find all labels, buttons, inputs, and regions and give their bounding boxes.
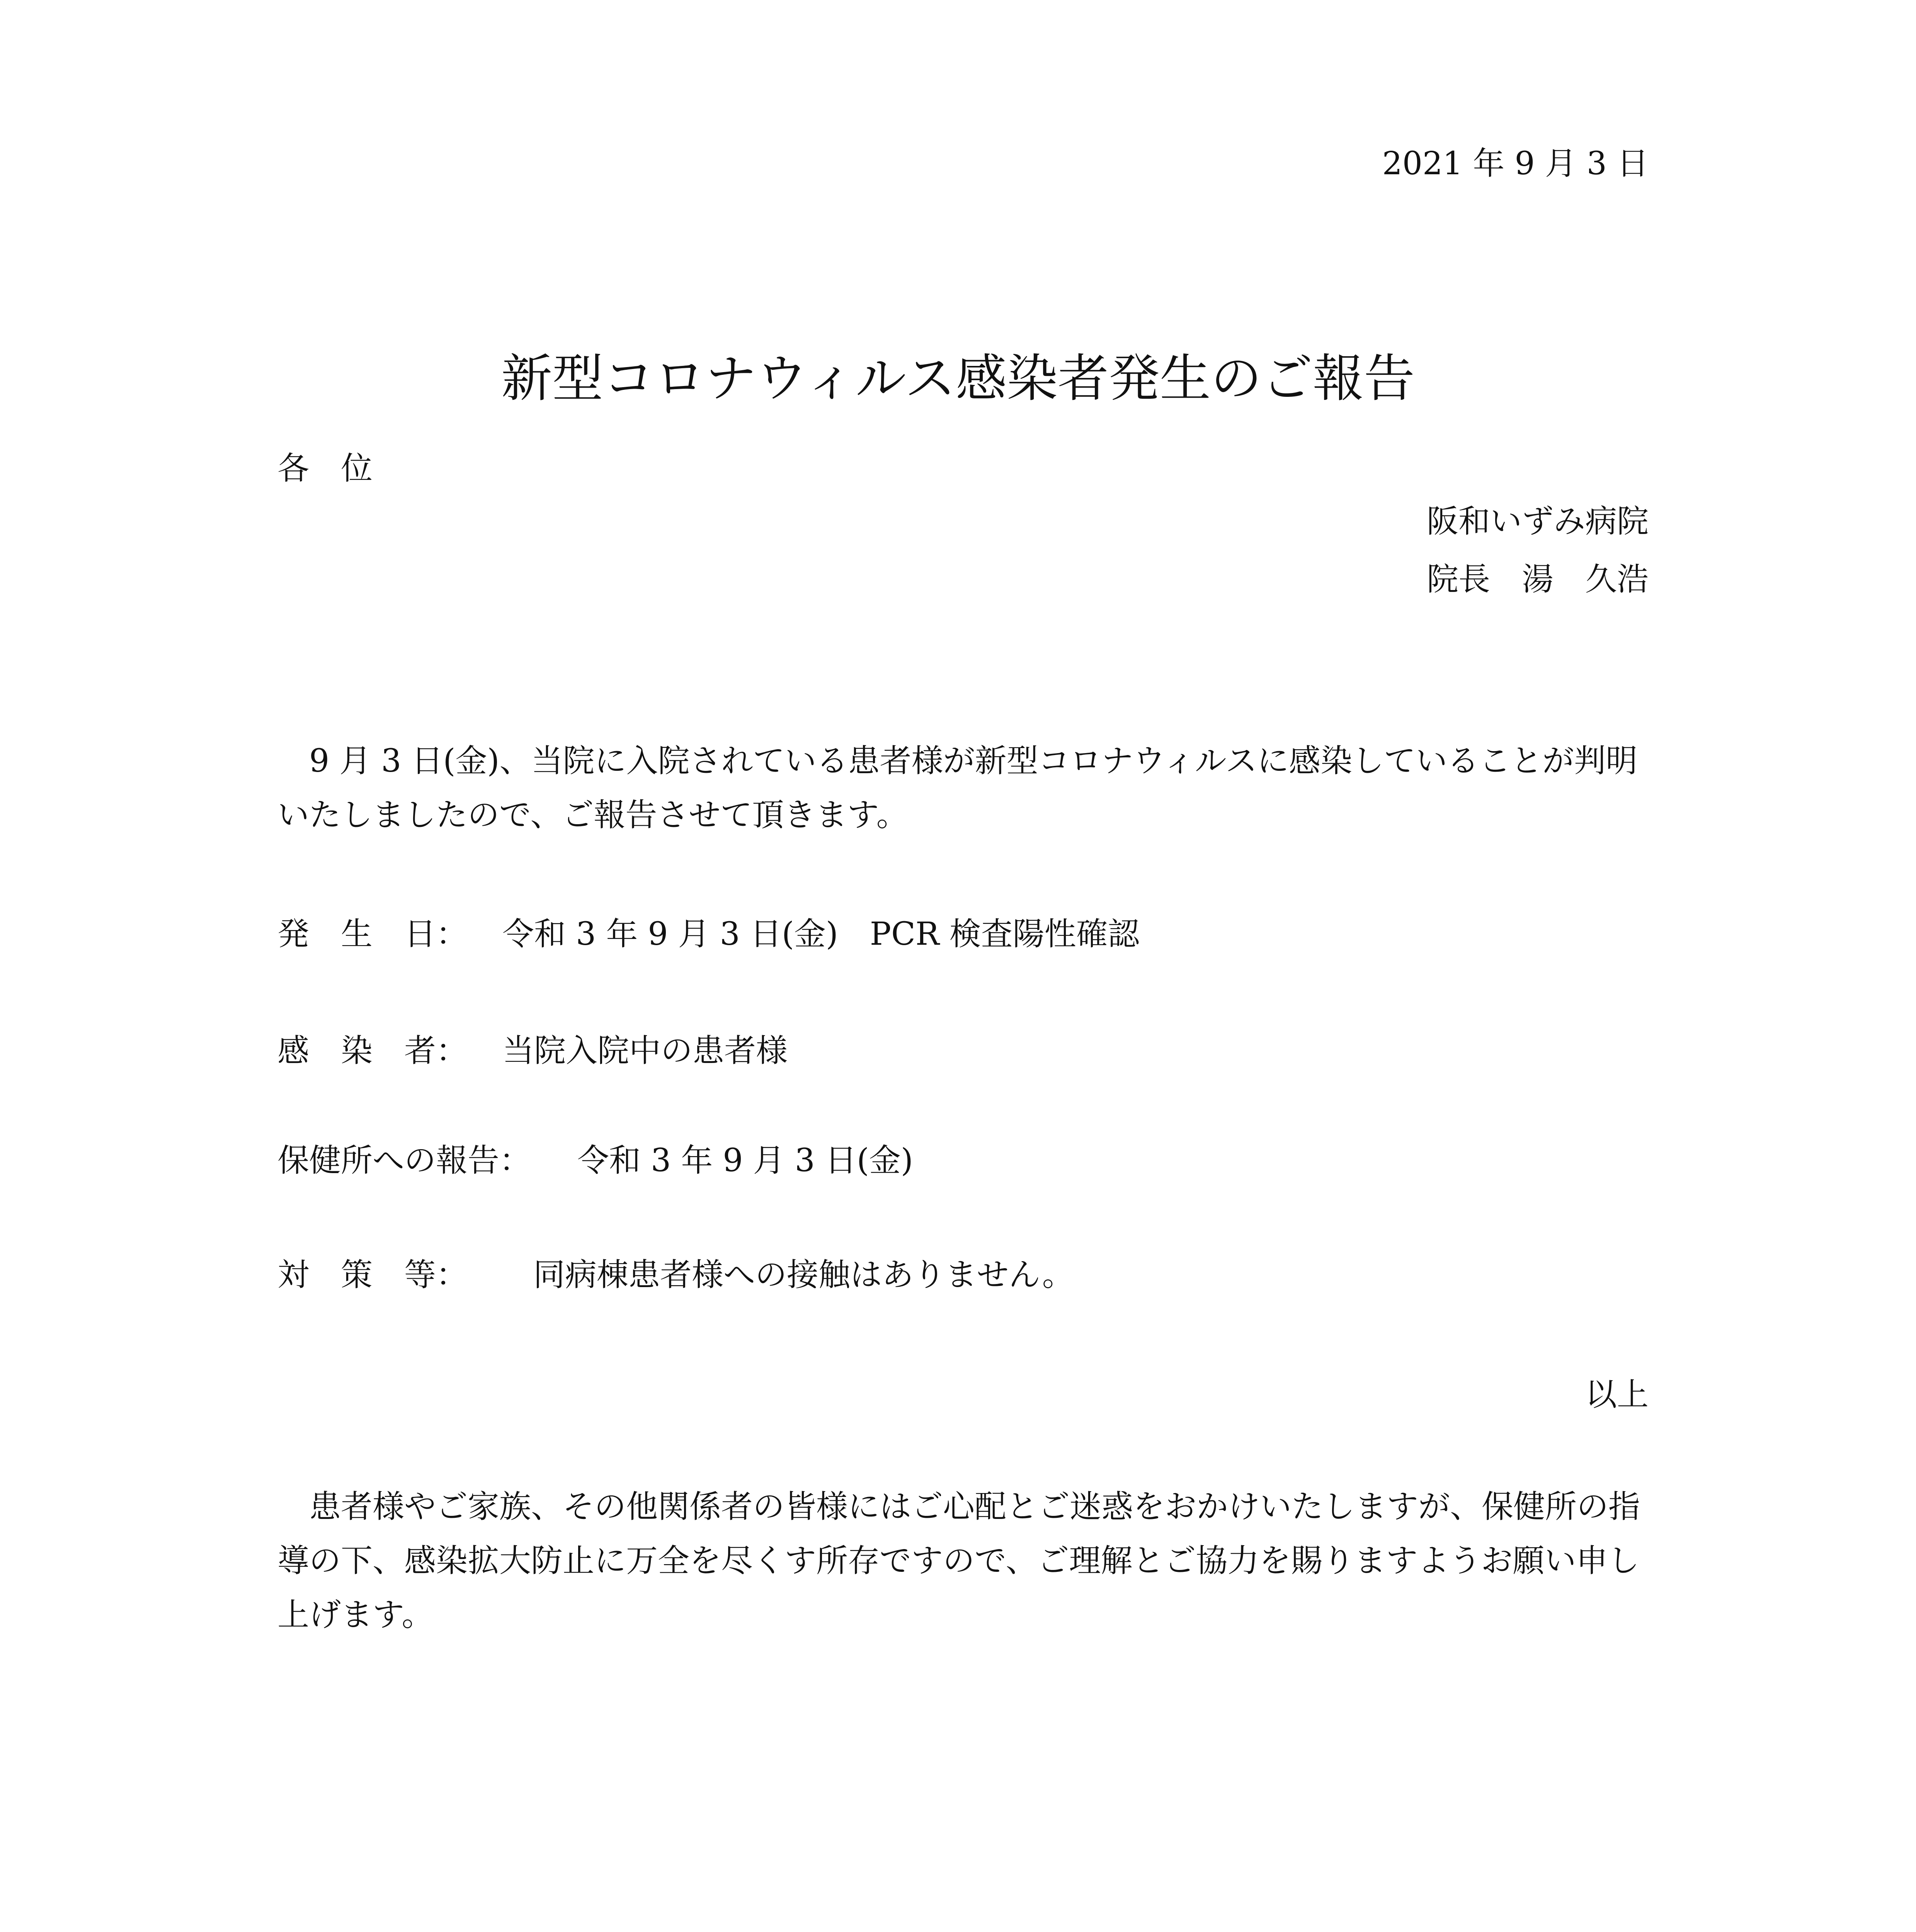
detail-value: 同病棟患者様への接触はありません。 <box>533 1257 1074 1293</box>
document-title: 新型コロナウィルス感染者発生のご報告 <box>501 349 1415 408</box>
detail-value: 当院入院中の患者様 <box>502 1032 788 1069</box>
detail-label: 保健所への報告： <box>277 1142 531 1179</box>
addressee: 各 位 <box>277 450 373 487</box>
detail-label: 発 生 日： <box>277 916 468 952</box>
apology-paragraph: 患者様やご家族、その他関係者の皆様にはご心配とご迷惑をおかけいたしますが、保健所の指導の下、感染拡大防止に万全を尽くす所存ですので、ご理解とご協力を賜りますようお願い申し上げます。 <box>277 1488 1640 1633</box>
intro-paragraph: 9 月 3 日(金)、当院に入院されている患者様が新型コロナウィルスに感染していることが判明いたしましたので、ご報告させて頂きます。 <box>277 743 1638 833</box>
detail-row-infected <box>277 1028 788 1074</box>
detail-label: 感 染 者： <box>277 1032 468 1069</box>
detail-row-health-center-report <box>277 1138 913 1184</box>
closing-mark: 以上 <box>1585 1376 1649 1413</box>
detail-row-onset-date <box>277 911 1140 957</box>
document-date: 2021 年 9 月 3 日 <box>1382 145 1649 182</box>
detail-row-measures <box>277 1252 1074 1298</box>
detail-value: 令和 3 年 9 月 3 日(金) PCR 検査陽性確認 <box>502 916 1140 952</box>
sender-hospital: 阪和いずみ病院 <box>1426 503 1649 540</box>
detail-label: 対 策 等： <box>277 1257 468 1293</box>
detail-value: 令和 3 年 9 月 3 日(金) <box>577 1142 913 1179</box>
sender-director: 院長 湯 久浩 <box>1426 561 1649 598</box>
